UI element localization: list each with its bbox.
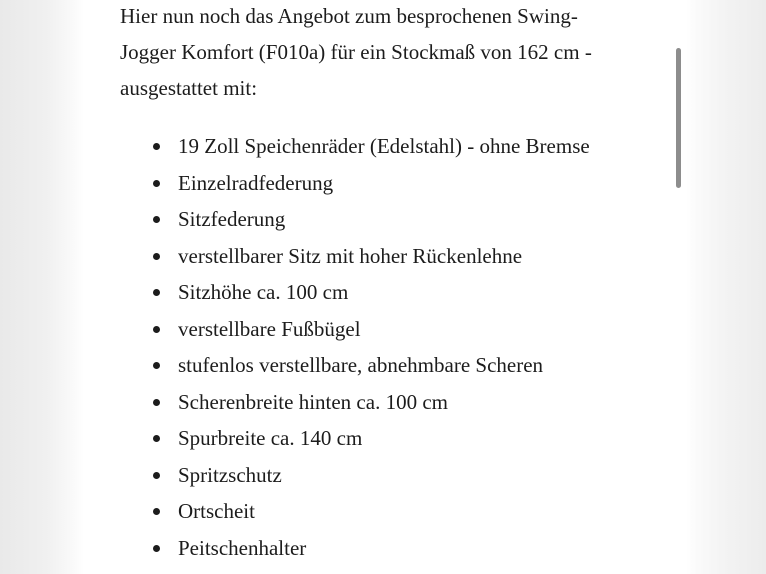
list-item-text: Peitschenhalter (178, 535, 307, 560)
bullet-icon (153, 435, 160, 442)
intro-line-1: Hier nun noch das Angebot zum besprochenen Swing- (120, 4, 578, 28)
list-item (120, 457, 680, 494)
intro-line-2: Jogger Komfort (F010a) für ein Stockmaß von 162 cm - (120, 40, 592, 64)
list-item (120, 384, 680, 421)
list-item (120, 165, 680, 202)
list-item-text: stufenlos verstellbare, abnehmbare Scheren (178, 353, 544, 377)
right-background-shadow (686, 0, 766, 574)
bullet-icon (153, 289, 160, 296)
list-item-text: Sitzfederung (178, 207, 286, 231)
bullet-icon (153, 545, 160, 552)
list-item (120, 201, 680, 238)
list-item (120, 311, 680, 348)
bullet-icon (153, 508, 160, 515)
list-item-text: verstellbarer Sitz mit hoher Rückenlehne (178, 243, 523, 268)
intro-line-3: ausgestattet mit: (120, 76, 258, 100)
list-item-text: verstellbare Fußbügel (178, 316, 361, 341)
list-item (120, 274, 680, 311)
list-item-text: Spurbreite ca. 140 cm (178, 426, 363, 450)
bullet-icon (153, 326, 160, 333)
bullet-icon (153, 472, 160, 479)
bullet-icon (153, 253, 160, 260)
vertical-scrollbar[interactable] (676, 48, 681, 188)
list-item (120, 238, 680, 275)
bullet-icon (153, 399, 160, 406)
list-item (120, 493, 680, 530)
bullet-icon (153, 216, 160, 223)
bullet-icon (153, 180, 160, 187)
list-item (120, 347, 680, 384)
list-item-text: Ortscheit (178, 499, 255, 523)
list-item (120, 420, 680, 457)
list-item-text: 19 Zoll Speichenräder (Edelstahl) - ohne Bremse (178, 134, 590, 158)
message-body (120, 0, 660, 560)
list-item-text: Scherenbreite hinten ca. 100 cm (178, 389, 448, 414)
list-item-text: Spritzschutz (178, 462, 282, 487)
intro-paragraph (120, 0, 660, 106)
feature-list (120, 128, 680, 566)
list-item (120, 530, 680, 567)
bullet-icon (153, 143, 160, 150)
list-item (120, 128, 680, 165)
bullet-icon (153, 362, 160, 369)
left-background-shadow (0, 0, 84, 574)
list-item-text: Sitzhöhe ca. 100 cm (178, 280, 349, 304)
list-item-text: Einzelradfederung (178, 170, 334, 195)
